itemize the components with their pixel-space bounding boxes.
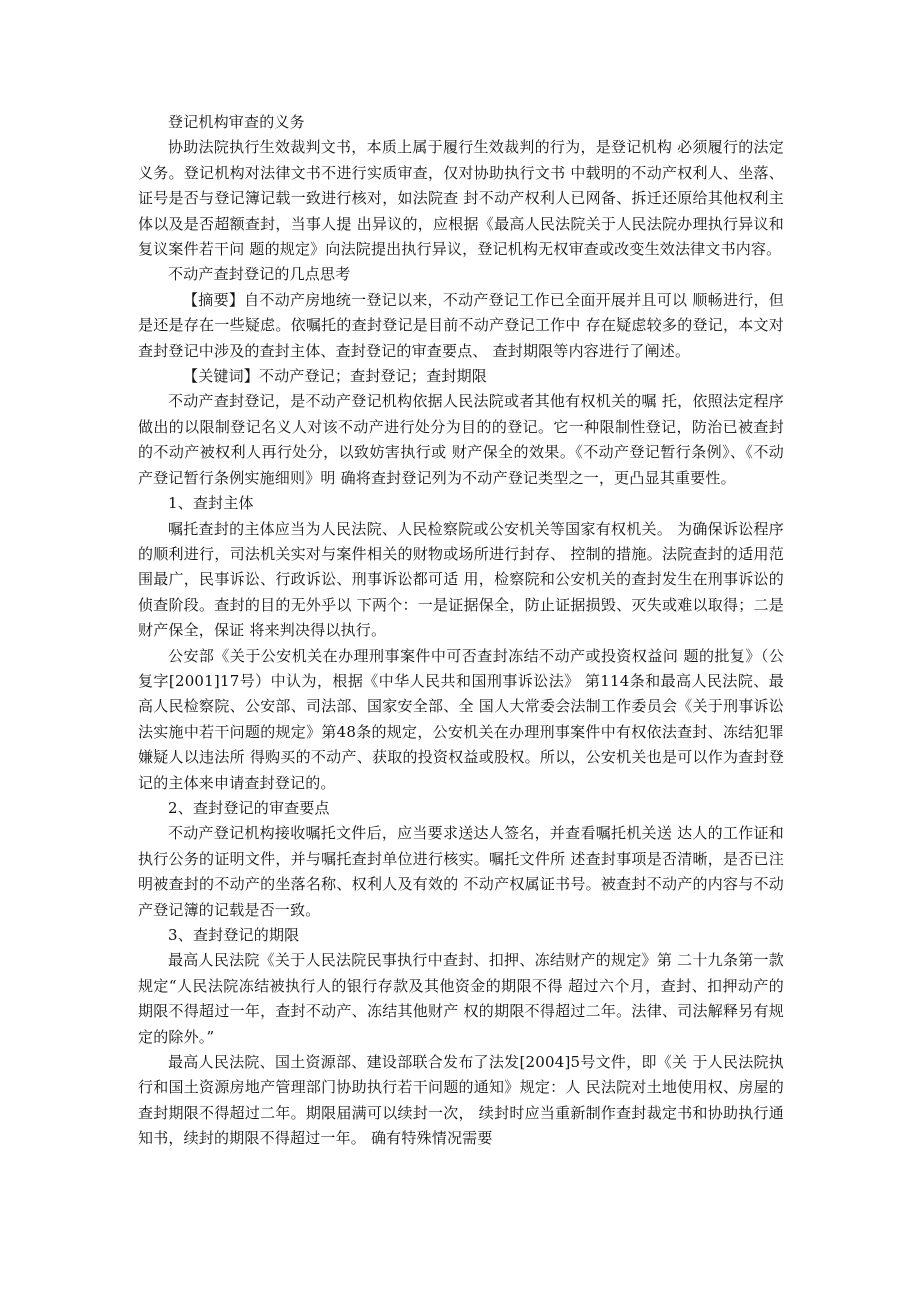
- article-title: 不动产查封登记的几点思考: [168, 265, 351, 284]
- paragraph-time-limit-1: 最高人民法院《关于人民法院民事执行中查封、扣押、冻结财产的规定》第 二十九条第一款规定“人民法院冻结被执行人的银行存款及其他资金的期限不得 超过六个月，查封、扣押动产的期限不得超过一年，查封不动产、冻结其他财产 权的期限不得超过二年。法律、司法解释另有规定的除外。”: [138, 951, 784, 1046]
- paragraph-intro: 不动产查封登记，是不动产登记机构依据人民法院或者其他有权机关的嘱 托，依照法定程序做出的以限制登记名义人对该不动产进行处分为目的的登记。它一种限制性登记，防治已被查封的不动产被权利人再行处分，以致妨害执行或 财产保全的效果。《不动产登记暂行条例》、《不动产登记暂行条例实施细则》明 确将查封登记列为不动产登记类型之一，更凸显其重要性。: [138, 392, 784, 487]
- keywords-line: 【关键词】不动产登记；查封登记；查封期限: [183, 367, 488, 386]
- paragraph-registry-duty: 协助法院执行生效裁判文书，本质上属于履行生效裁判的行为，是登记机构 必须履行的法定义务。登记机构对法律文书不进行实质审查，仅对协助执行文书 中载明的不动产权利人、坐落、证号是否与登记簿记载一致进行核对，如法院查 封不动产权利人已网备、拆迁还原给其他权利主体以及是否超额查封，当事人提 出异议的，应根据《最高人民法院关于人民法院办理执行异议和复议案件若干问 题的规定》向法院提出执行异议，登记机构无权审查或改变生效法律文书内容。: [138, 138, 784, 259]
- paragraph-review-points: 不动产登记机构接收嘱托文件后，应当要求送达人签名，并查看嘱托机关送 达人的工作证和执行公务的证明文件，并与嘱托查封单位进行核实。嘱托文件所 述查封事项是否清晰，是否已注明被查封的不动产的坐落名称、权利人及有效的 不动产权属证书号。被查封不动产的内容与不动产登记簿的记载是否一致。: [138, 824, 784, 919]
- paragraph-seal-subject: 嘱托查封的主体应当为人民法院、人民检察院或公安机关等国家有权机关。 为确保诉讼程序的顺利进行，司法机关实对与案件相关的财物或场所进行封存、 控制的措施。法院查封的适用范围最广，民事诉讼、行政诉讼、刑事诉讼都可适 用，检察院和公安机关的查封发生在刑事诉讼的侦查阶段。查封的目的无外乎以 下两个：一是证据保全，防止证据损毁、灭失或难以取得；二是财产保全，保证 将来判决得以执行。: [138, 519, 784, 640]
- section-heading-2: 2、查封登记的审查要点: [168, 798, 330, 817]
- section-heading-3: 3、查封登记的期限: [168, 926, 300, 944]
- paragraph-police-reply: 公安部《关于公安机关在办理刑事案件中可否查封冻结不动产或投资权益问 题的批复》（公复字[2001]17号）中认为，根据《中华人民共和国刑事诉讼法》 第114条和最高人民法院、最高人民检察院、公安部、司法部、国家安全部、全 国人大常委会法制工作委员会《关于刑事诉讼法实施中若干问题的规定》第48条的规定，公安机关在办理刑事案件中有权依法查封、冻结犯罪嫌疑人以违法所 得购买的不动产、获取的投资权益或股权。所以，公安机关也是可以作为查封登 记的主体来申请查封登记的。: [138, 646, 784, 792]
- section-heading-1: 1、查封主体: [168, 494, 254, 513]
- section-heading-registry-duty: 登记机构审查的义务: [168, 113, 305, 131]
- document-page: [138, 110, 784, 1152]
- abstract-paragraph: 【摘要】自不动产房地统一登记以来，不动产登记工作已全面开展并且可以 顺畅进行，但是还是存在一些疑虑。依嘱托的查封登记是目前不动产登记工作中 存在疑虑较多的登记，本文对查封登记中涉及的查封主体、查封登记的审查要点、 查封期限等内容进行了阐述。: [138, 290, 784, 360]
- paragraph-time-limit-2: 最高人民法院、国土资源部、建设部联合发布了法发[2004]5号文件，即《关 于人民法院执行和国土资源房地产管理部门协助执行若干问题的通知》规定：人 民法院对土地使用权、房屋的查封期限不得超过二年。期限届满可以续封一次， 续封时应当重新制作查封裁定书和协助执行通知书，续封的期限不得超过一年。 确有特殊情况需要: [138, 1053, 784, 1148]
